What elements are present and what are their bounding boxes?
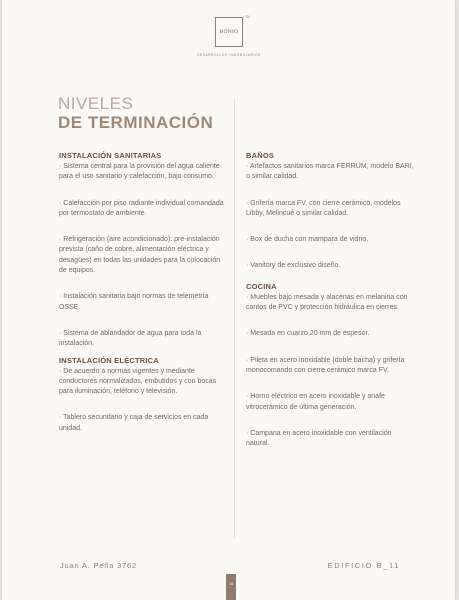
footer-building: EDIFICIO B_11 (327, 561, 400, 570)
document-page (2, 0, 455, 600)
list-item: · Instalación sanitaria bajo normas de telemetría OSSE. (59, 293, 209, 311)
right-column (246, 151, 416, 465)
section-title-electrica: INSTALACIÓN ELÉCTRICA (59, 355, 159, 365)
page-number: 16 (228, 581, 234, 586)
page-number-tab (226, 574, 236, 600)
section-title-cocina: COCINA (246, 281, 277, 291)
section-title-banos: BAÑOS (246, 151, 275, 160)
left-column (59, 151, 229, 450)
list-item: · Sistema de ablandador de agua para toda la instalación. (59, 329, 202, 348)
list-item: · Artefactos sanitarios marca FERRUM, modelo BARI, o similar calidad. (246, 163, 414, 181)
list-item: · Grifería marca FV, con cierre cerámico, modelos Libby, Melincué o similar calidad. (246, 199, 401, 217)
list-item: · Box de ducha con mampara de vidrio. (246, 236, 369, 244)
section-title-sanitarias: INSTALACIÓN SANITARIAS (59, 151, 162, 160)
list-item: · De acuerdo a normas vigentes y mediante conductores normalizados, embutidos y con bocas para iluminación, teléfono y televisión. (59, 367, 217, 396)
list-item: · Calefacción por piso radiante individual comandada por termostato de ambiente. (59, 199, 224, 217)
list-item: · Vanitory de exclusivo diseño. (246, 262, 341, 270)
list-item: · Pileta en acero inoxidable (doble bacha) y grifería monocomando con cierre cerámico marca FV. (246, 356, 405, 374)
list-item: · Muebles bajo mesada y alacenas en melanina con cantos de PVC y protección hidráulica en cierres. (246, 293, 408, 312)
list-item: · Horno eléctrico en acero inoxidable y anafe vitrocerámico de última generación. (246, 393, 385, 411)
list-item: · Tablero secundario y caja de servicios en cada unidad. (59, 414, 209, 432)
column-divider (234, 98, 235, 538)
page-title-line-2: DE TERMINACIÓN (58, 113, 214, 132)
list-item: · Sistema central para la provisión del agua caliente para el uso sanitario y calefacción, bajo consumo. (59, 163, 220, 181)
brand-logo (215, 17, 243, 47)
brand-logo-text: BONIO (219, 29, 239, 35)
brand-tagline: DESARROLLOS INMOBILIARIOS (197, 53, 261, 57)
page-title-line-1: NIVELES (58, 94, 134, 113)
footer-address: Juan A. Peña 3762 (60, 561, 137, 570)
trademark-mark: TM (245, 15, 251, 19)
list-item: · Campana en acero inoxidable con ventilación natural. (246, 429, 392, 448)
list-item: · Mesada en cuarzo 20 mm de espesor. (246, 330, 370, 338)
list-item: · Refrigeración (aire acondicionado): pre-instalación prevista (caño de cobre, alimentación eléctrica y desagües) en todas las unidades para la colocación de equipos. (59, 236, 221, 275)
